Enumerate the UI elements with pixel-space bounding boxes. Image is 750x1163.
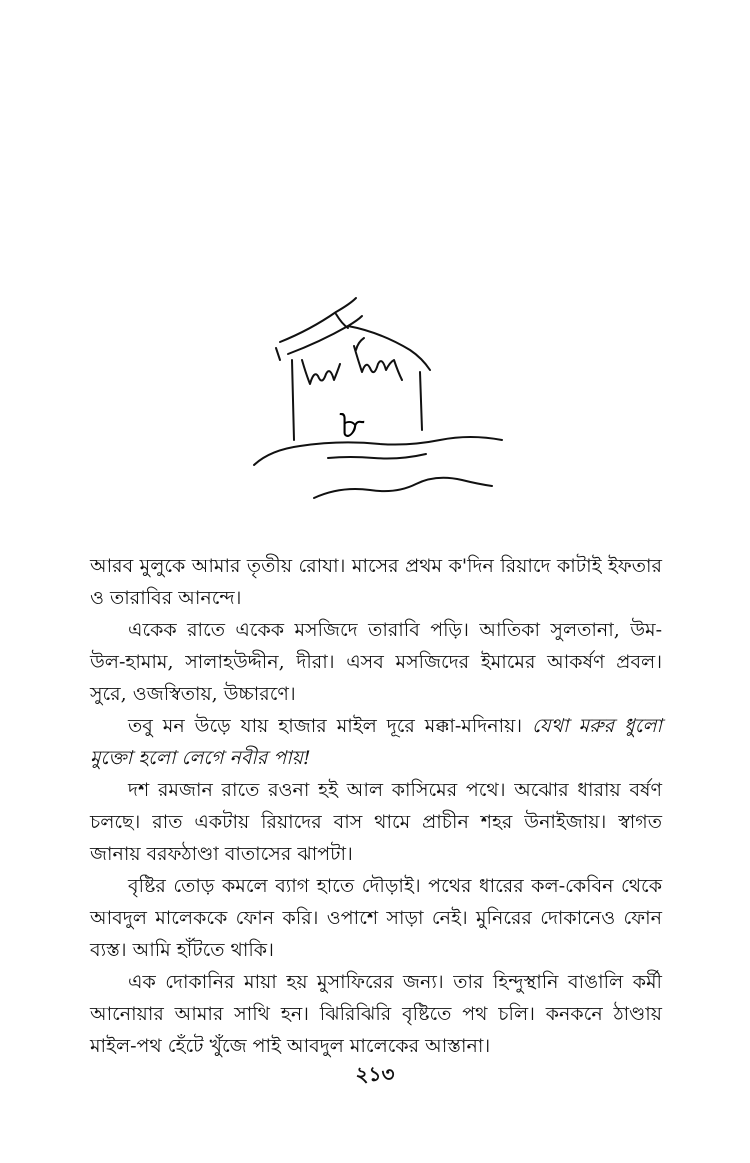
poem-quote: যেথা মরুর ধুলো মুক্তো হলো লেগে নবীর পায়! [90,715,662,769]
paragraph-5: বৃষ্টির তোড় কমলে ব্যাগ হাতে দৌড়াই। পথের ধারের কল-কেবিন থেকে আবদুল মালেককে ফোন করি। ওপাশে সাড়া নেই। মুনিরের দোকানেও ফোন ব্যস্ত। আমি হাঁটতে থাকি। [90,875,662,961]
tent-sketch-icon [240,290,510,515]
chapter-number: ৮ [339,402,365,448]
paragraph-1: আরব মুলুকে আমার তৃতীয় রোযা। মাসের প্রথম ক'দিন রিয়াদে কাটাই ইফতার ও তারাবির আনন্দে। [90,555,662,609]
chapter-illustration [240,290,510,515]
paragraph-2: একেক রাতে একেক মসজিদে তারাবি পড়ি। আতিকা সুলতানা, উম-উল-হামাম, সালাহউদ্দীন, দীরা। এসব মসজিদের ইমামের আকর্ষণ প্রবল। সুরে, ওজস্বিতায়, উচ্চারণে। [90,619,662,705]
paragraph-3: তবু মন উড়ে যায় হাজার মাইল দূরে মক্কা-মদিনায়। যেথা মরুর ধুলো মুক্তো হলো লেগে নবীর পায়! [90,715,662,769]
body-text [90,550,662,1062]
paragraph-6: এক দোকানির মায়া হয় মুসাফিরের জন্য। তার হিন্দুস্থানি বাঙালি কর্মী আনোয়ার আমার সাথি হন। ঝিরিঝিরি বৃষ্টিতে পথ চলি। কনকনে ঠাণ্ডায় মাইল-পথ হেঁটে খুঁজে পাই আবদুল মালেকের আস্তানা। [90,971,662,1057]
paragraph-4: দশ রমজান রাতে রওনা হই আল কাসিমের পথে। অঝোর ধারায় বর্ষণ চলছে। রাত একটায় রিয়াদের বাস থামে প্রাচীন শহর উনাইজায়। স্বাগত জানায় বরফঠাণ্ডা বাতাসের ঝাপটা। [90,779,662,865]
page-number: ২১৩ [355,1062,395,1086]
